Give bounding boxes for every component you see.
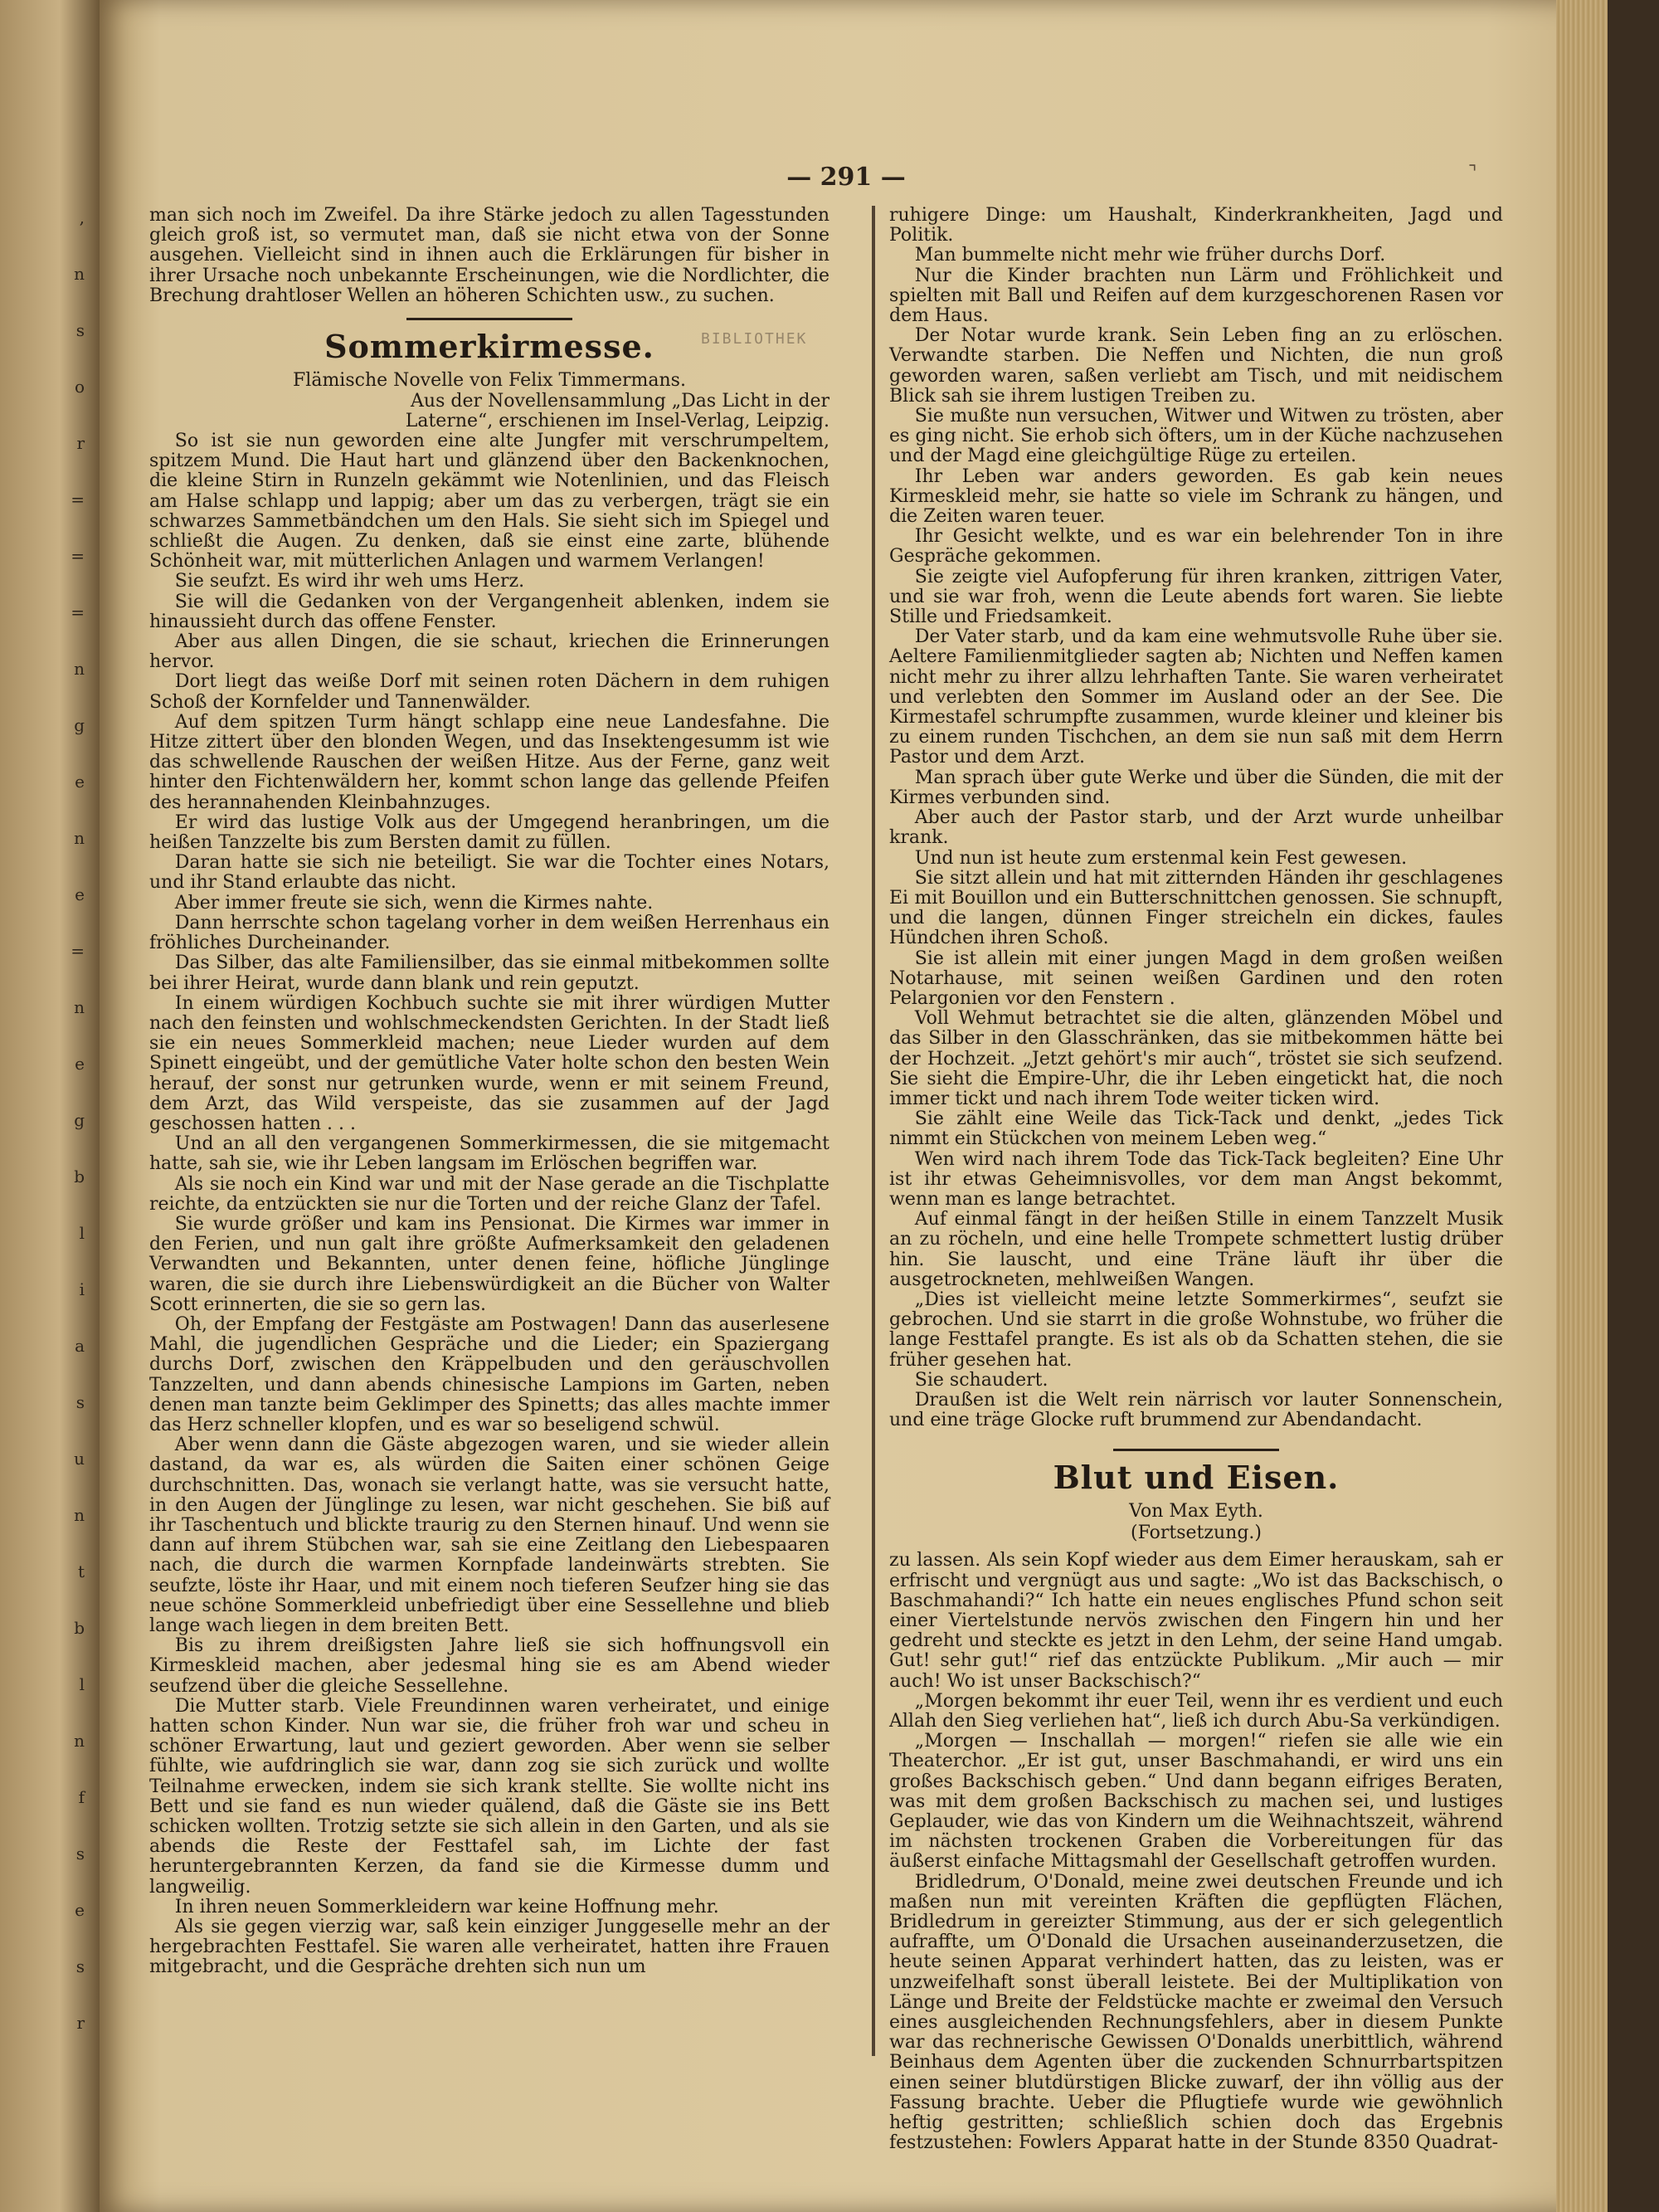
paragraph: Als sie gegen vierzig war, saß kein einziger Junggeselle mehr an der hergebrachten Festtafel. Sie waren alle verheiratet, hatten ihre Frauen mitgebracht, und die Gespräche drehten sich nun um [149,1917,830,1978]
right-column [889,206,1503,2153]
story2-body [889,1551,1503,2153]
facing-page-fragment: n [74,828,85,848]
paragraph: Sie zeigte viel Aufopferung für ihren kranken, zittrigen Vater, und sie war froh, wenn die Leute abends fort waren. Sie liebte Stille und Friedsamkeit. [889,566,1503,628]
facing-page-fragment: g [74,1110,85,1130]
facing-page-fragment: g [74,715,85,735]
paragraph: Daran hatte sie sich nie beteiligt. Sie war die Tochter eines Notars, und ihr Stand erlaubte das nicht. [149,852,830,894]
paragraph: Sie ist allein mit einer jungen Magd in dem großen weißen Notarhause, mit seinen weißen Gardinen und den roten Pelargonien vor den Fenstern . [889,948,1503,1009]
paragraph: Draußen ist die Welt rein närrisch vor lauter Sonnenschein, und eine träge Glocke ruft brummend zur Abendandacht. [889,1389,1503,1431]
facing-page-fragment: b [74,1167,85,1186]
intro-paragraph: man sich noch im Zweifel. Da ihre Stärke jedoch zu allen Tagesstunden gleich groß ist, so vermutet man, daß sie nicht etwa von der Sonne ausgehen. Vielleicht sind in ihnen auch die Erklärungen für bisher in ihrer Ursache noch unbekannte Erscheinungen, wie die Nordlichter, die Brechung drahtloser Wellen an höheren Schichten usw., zu suchen. [149,205,830,306]
facing-page-fragment: e [75,772,85,792]
paragraph: Sie mußte nun versuchen, Witwer und Witwen zu trösten, aber es ging nicht. Sie erhob sich öfters, um in der Küche nachzusehen und der Magd eine gleichgültige Rüge zu erteilen. [889,406,1503,467]
facing-page-fragment: a [75,1336,85,1356]
paragraph: Die Mutter starb. Viele Freundinnen waren verheiratet, und einige hatten schon Kinder. Nun war sie, die früher froh war und scheu in schöner Erwartung, laut und geziert geworden. Aber wenn sie selber fühlte, wie aufdringlich sie war, dann zog sie sich zurück und wollte Teilnahme erwecken, indem sie sich krank stellte. Sie wollte nicht ins Bett und sie fand es nun wieder quälend, daß die Gäste sie ins Bett schicken wollten. Trotzig setzte sie sich allein in den Garten, und als sie abends die Reste der Festtafel sah, im Lichte der fast heruntergebrannten Kerzen, da fand sie die Kirmesse dumm und langweilig. [149,1695,830,1898]
facing-page-fragment: n [74,997,85,1017]
facing-page-fragment: u [74,1449,85,1469]
story-continuation [889,206,1503,1430]
paragraph: Aber aus allen Dingen, die sie schaut, kriechen die Erinnerungen hervor. [149,631,830,673]
paragraph: „Dies ist vielleicht meine letzte Sommerkirmes“, seufzt sie gebrochen. Und sie starrt in die große Wohnstube, wo früher die lange Festtafel prangte. Es ist als ob da Schatten stehen, die sie früher gesehen hat. [889,1289,1503,1371]
paragraph: Dort liegt das weiße Dorf mit seinen roten Dächern in dem ruhigen Schoß der Kornfelder und Tannenwälder. [149,671,830,713]
paragraph: „Morgen — Inschallah — morgen!“ riefen sie alle wie ein Theaterchor. „Er ist gut, unser Baschmahandi, er wird uns ein großes Backschisch geben.“ Und dann begann eifriges Beraten, was mit dem großen Backschisch zu machen sei, und lustiges Geplauder, wie das von Kindern um die Weihnachtszeit, während im nächsten trockenen Graben die Vorbereitungen für das äußerst einfache Mittagsmahl der Gesellschaft getroffen wurden. [889,1731,1503,1873]
paragraph: So ist sie nun geworden eine alte Jungfer mit verschrumpeltem, spitzem Mund. Die Haut hart und glänzend über den Backenknochen, die kleine Stirn in Runzeln gekämmt wie Notenlinien, und das Fleisch am Halse schlapp und lappig; aber um das zu verbergen, trägt sie ein schwarzes Sammetbändchen um den Hals. Sie sieht sich im Spiegel und schließt die Augen. Zu denken, daß sie einst eine zarte, blühende Schönheit war, mit mütterlichen Anlagen und warmem Verlangen! [149,431,830,572]
left-column [149,206,830,1978]
facing-page-fragment: b [74,1618,85,1638]
paragraph: Man sprach über gute Werke und über die Sünden, die mit der Kirmes verbunden sind. [889,767,1503,808]
facing-page-fragment: f [78,1787,85,1807]
paragraph: ruhigere Dinge: um Haushalt, Kinderkrankheiten, Jagd und Politik. [889,205,1503,246]
paragraph: Der Notar wurde krank. Sein Leben fing an zu erlöschen. Verwandte starben. Die Neffen und Nichten, die nun groß geworden waren, saßen verliebt am Tisch, und mit neidischem Blick sah sie ihrem lustigen Treiben zu. [889,325,1503,407]
facing-page-edge [0,0,100,2212]
paragraph: Auf dem spitzen Turm hängt schlapp eine neue Landesfahne. Die Hitze zittert über den blonden Wegen, und das Insektengesumm ist wie das schwellende Rauschen der weißen Hitze. Aus der Ferne, ganz weit hinter den Fichtenwäldern her, kommt schon lange das gellende Pfeifen des herannahenden Kleinbahnzuges. [149,711,830,813]
paragraph: Nur die Kinder brachten nun Lärm und Fröhlichkeit und spielten mit Ball und Reifen auf dem kurzgeschorenen Rasen vor dem Haus. [889,265,1503,327]
facing-page-fragment: t [77,1562,85,1581]
story2-note: (Fortsetzung.) [1131,1523,1262,1544]
paragraph: Sie wurde größer und kam ins Pensionat. Die Kirmes war immer in den Ferien, und nun galt ihre größte Aufmerksamkeit den geladenen Verwandten und Bekannten, unter denen feine, höfliche Jünglinge waren, die sie durch ihre Liebenswürdigkeit an die Bücher von Walter Scott erinnerten, die sie so gern las. [149,1213,830,1315]
paragraph: Auf einmal fängt in der heißen Stille in einem Tanzzelt Musik an zu röcheln, und eine helle Trompete schmettert lustig drüber hin. Sie lauscht, und eine Träne läuft ihr über die ausgetrockneten, mehlweißen Wangen. [889,1209,1503,1290]
paragraph: Wen wird nach ihrem Tode das Tick-Tack begleiten? Eine Uhr ist ihr etwas Geheimnisvolles, vor dem man Angst bekommt, wenn man es lange betrachtet. [889,1148,1503,1210]
paragraph: Und an all den vergangenen Sommerkirmessen, die sie mitgemacht hatte, sah sie, wie ihr Leben langsam im Erlöschen begriffen war. [149,1133,830,1175]
story2-title: Blut und Eisen. [1053,1459,1340,1497]
facing-page-fragment: r [76,2013,85,2033]
facing-page-fragment: e [75,884,85,904]
story2-author: Von Max Eyth. [1129,1501,1263,1523]
paragraph: In einem würdigen Kochbuch suchte sie mit ihrer würdigen Mutter nach den feinsten und wohlschmeckendsten Gerichten. In der Stadt ließ sie ein neues Sommerkleid machen; neue Lieder wurden auf dem Spinett eingeübt, und der gemütliche Vater holte schon den besten Wein herauf, der sonst nur getrunken wurde, wenn er mit seinem Freund, dem Arzt, das Wild verspeiste, das sie zusammen auf der Jagd geschossen hatten . . . [149,992,830,1134]
paragraph: Sie zählt eine Weile das Tick-Tack und denkt, „jedes Tick nimmt ein Stückchen von meinem Leben weg.“ [889,1108,1503,1150]
story-subtitle: Flämische Novelle von Felix Timmermans. [293,370,686,392]
paragraph: Aber immer freute sie sich, wenn die Kirmes nahte. [174,892,654,914]
facing-page-fragment: s [75,1844,85,1864]
facing-page-fragment: e [75,1054,85,1074]
paragraph: In ihren neuen Sommerkleidern war keine Hoffnung mehr. [174,1896,719,1917]
paragraph: Aber auch der Pastor starb, und der Arzt wurde unheilbar krank. [889,807,1503,849]
paragraph: Sie will die Gedanken von der Vergangenheit ablenken, indem sie hinaussieht durch das offene Fenster. [149,591,830,632]
facing-page-fragment: e [75,1900,85,1920]
page-number: — 291 — [786,163,906,192]
paragraph: Das Silber, das alte Familiensilber, das sie einmal mitbekommen sollte bei ihrer Heirat, wurde dann blank und rein geputzt. [149,953,830,994]
facing-page-fragment: l [79,1223,85,1243]
story-source: Aus der Novellensammlung „Das Licht in der Laterne“, erschienen im Insel-Verlag, Leipzig. [405,391,830,432]
facing-page-fragment: l [79,1674,85,1694]
paragraph: Oh, der Empfang der Festgäste am Postwagen! Dann das auserlesene Mahl, die jugendlichen Gespräche und die Lieder; ein Spaziergang durchs Dorf, zwischen den Kräppelbuden und den geräuschvollen Tanzzelten, und dann abends chinesische Lampions im Garten, neben denen man tanzte beim Geklimper des Spinetts; das alles machte immer das Herz schneller klopfen, und es war so beseligend schwül. [149,1313,830,1435]
margin-mark: ⌝ [1468,163,1477,183]
library-stamp: BIBLIOTHEK [701,330,808,348]
facing-page-fragment: n [74,659,85,679]
facing-page-fragment: , [79,207,85,227]
column-rule [872,206,875,2056]
section-separator [1113,1449,1279,1451]
paragraph: zu lassen. Als sein Kopf wieder aus dem Eimer herauskam, sah er erfrischt und vergnügt aus und sagte: „Wo ist das Backschisch, o Baschmahandi?“ Ich hatte ein neues englisches Pfund schon seit einer Viertelstunde nervös zwischen den Fingern hin und her gedreht und steckte es jetzt in den Lehm, der seine Hand umgab. Gut! sehr gut!“ rief das entzückte Publikum. „Mir auch — mir auch! Wo ist unser Backschisch?“ [889,1550,1503,1692]
paragraph: Aber wenn dann die Gäste abgezogen waren, und sie wieder allein dastand, da war es, als würden die Saiten einer schönen Geige durchschnitten. Das, wonach sie verlangt hatte, was sie versucht hatte, in den Augen der Jünglinge zu lesen, war nicht geschehen. Sie biß auf ihr Taschentuch und blickte traurig zu den Sternen hinauf. Und wenn sie dann auf ihrem Stübchen war, sah sie eine Zeitlang den Liebespaaren nach, die durch die warmen Kornpfade landeinwärts strebten. Sie seufzte, löste ihr Haar, und mit einem noch tieferen Seufzer hing sie das neue schöne Sommerkleid unbefriedigt über eine Sessellehne und blieb lange wach liegen in dem breiten Bett. [149,1435,830,1636]
section-separator [406,318,572,320]
newspaper-page [100,0,1608,2212]
paragraph: „Morgen bekommt ihr euer Teil, wenn ihr es verdient und euch Allah den Sieg verliehen hat“, ließ ich durch Abu-Sa verkündigen. [889,1690,1503,1732]
paragraph: Ihr Gesicht welkte, und es war ein belehrender Ton in ihre Gespräche gekommen. [889,526,1503,568]
paragraph: Sie schaudert. [914,1369,1048,1391]
story-title: Sommerkirmesse. [324,328,654,366]
facing-page-fragment: o [74,377,85,397]
facing-page-fragment: n [74,1505,85,1525]
facing-page-fragment: s [75,1392,85,1412]
facing-page-fragment: = [71,941,85,961]
paragraph: Bis zu ihrem dreißigsten Jahre ließ sie sich hoffnungsvoll ein Kirmeskleid machen, aber jedesmal hing sie es am Abend wieder seufzend über die gleiche Sessellehne. [149,1635,830,1697]
paragraph: Als sie noch ein Kind war und mit der Nase gerade an die Tischplatte reichte, da entzückten sie nur die Torten und der reiche Glanz der Tafel. [149,1173,830,1215]
paragraph: Er wird das lustige Volk aus der Umgegend heranbringen, um die heißen Tanzzelte bis zum Bersten damit zu füllen. [149,811,830,854]
paragraph: Und nun ist heute zum erstenmal kein Fest gewesen. [914,847,1408,869]
facing-page-fragment: = [71,602,85,622]
page-stack-edge [1556,0,1608,2212]
facing-page-fragment: i [79,1279,85,1299]
facing-page-fragment: n [74,264,85,284]
facing-page-fragment: s [75,320,85,340]
facing-page-fragment: = [71,546,85,566]
facing-page-fragment: r [76,433,85,453]
facing-page-fragment: s [75,1956,85,1976]
paragraph: Sie sitzt allein und hat mit zitternden Händen ihr geschlagenes Ei mit Bouillon und ein Butterschnittchen genossen. Sie schnupft, und die langen, dünnen Finger streicheln ein dickes, faules Hündchen ihren Schoß. [889,867,1503,949]
paragraph: Bridledrum, O'Donald, meine zwei deutschen Freunde und ich maßen nun mit vereinten Kräften die gepflügten Flächen, Bridledrum in gereizter Stimmung, aus der er sich gelegentlich aufraffte, um O'Donald die Ursachen auseinanderzusetzen, die heute seinen Apparat verhindert hatten, das zu leisten, was er unzweifelhaft sonst überall leistete. Bei der Multiplikation von Länge und Breite der Feldstücke machte er zweimal den Versuch eines ausgleichenden Rechnungsfehlers, aber in diesem Punkte war das rechnerische Gewissen O'Donalds unerbittlich, während Beinhaus dem Agenten über die zuckenden Schnurrbartspitzen einen seiner blutdürstigen Blicke zuwarf, der ihn völlig aus der Fassung brachte. Ueber die Pflugtiefe wurde wie gewöhnlich heftig gestritten; schließlich schien doch das Ergebnis festzustehen: Fowlers Apparat hatte in der Stunde 8350 Quadrat- [889,1871,1503,2154]
paragraph: Voll Wehmut betrachtet sie die alten, glänzenden Möbel und das Silber in den Glasschränken, das sie mitbekommen hätte bei der Hochzeit. „Jetzt gehört's mir auch“, tröstet sie sich seufzend. Sie sieht die Empire-Uhr, die ihr Leben eingetickt hat, die noch immer tickt und nach ihrem Tode weiter ticken wird. [889,1008,1503,1109]
paragraph: Dann herrschte schon tagelang vorher in dem weißen Herrenhaus ein fröhliches Durcheinander. [149,912,830,954]
facing-page-fragment: n [74,1731,85,1751]
paragraph: Sie seufzt. Es wird ihr weh ums Herz. [174,571,525,592]
paragraph: Ihr Leben war anders geworden. Es gab kein neues Kirmeskleid mehr, sie hatte so viele im Schrank zu hängen, und die Zeiten waren teuer. [889,465,1503,528]
paragraph: Der Vater starb, und da kam eine wehmutsvolle Ruhe über sie. Aeltere Familienmitglieder sagten ab; Nichten und Neffen kamen nicht mehr zu ihrer allzu lehrhaften Tante. Sie waren verheiratet und verlebten den Sommer im Ausland oder an der See. Die Kirmestafel schrumpfte zusammen, wurde kleiner und kleiner bis zu einem runden Tischchen, an dem sie nun saß mit dem Herrn Pastor und dem Arzt. [889,626,1503,768]
paragraph: Man bummelte nicht mehr wie früher durchs Dorf. [914,245,1386,266]
facing-page-fragment: = [71,490,85,509]
story-body [149,431,830,1978]
